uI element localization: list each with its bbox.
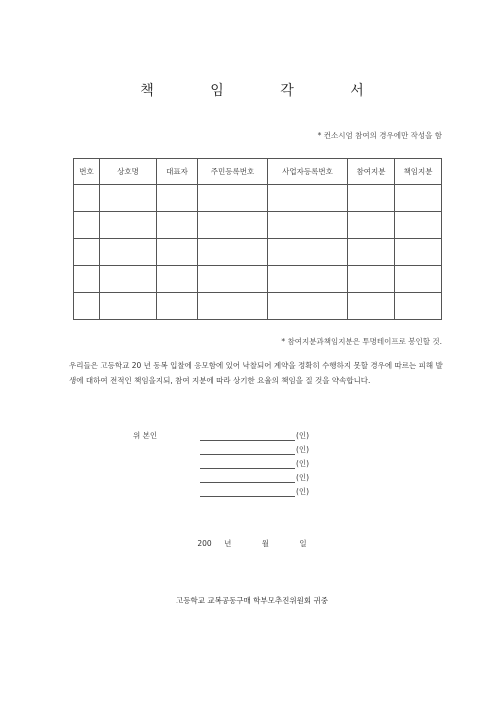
table-cell [268,185,348,212]
header-participation-share: 참여지분 [348,159,395,185]
table-cell [157,266,198,293]
pledge-paragraph: 우리들은 고등학교 20 년 동복 입찰에 응모함에 있어 낙찰되어 계약을 정확히 수행하지 못할 경우에 따르는 피해 발생에 대하여 전적인 책임을지되, 참여 지분에 따라 상기한 요율의 책임을 질 것을 약속합니다. [69,361,443,385]
consortium-note: * 컨소시엄 참여의 경우에만 작성을 함 [317,131,442,140]
seal-note: * 참여지분과책임지분은 투명테이프로 봉인할 것. [281,337,442,346]
seal-mark: (인) [296,487,310,496]
header-business-number: 사업자등록번호 [268,159,348,185]
table-header-row [74,159,442,185]
table-cell [100,266,157,293]
recipient-line: 고등학교 교복공동구매 학부모추진위원회 귀중 [175,596,329,605]
table-cell [198,212,268,239]
signatory-label: 위 본인 [133,431,158,440]
table-cell [74,293,100,320]
header-company-name: 상호명 [100,159,157,185]
table-row [74,239,442,266]
date-year: 200 [197,539,212,548]
seal-mark: (인) [296,459,310,468]
table-row [74,185,442,212]
table-cell [198,266,268,293]
table-cell [157,212,198,239]
date-line [0,538,504,549]
signature-line [200,486,295,497]
signature-line [200,444,295,455]
table-cell [100,293,157,320]
table-cell [157,185,198,212]
table-cell [198,185,268,212]
document-title: 책 임 각 서 [140,83,390,99]
table-cell [100,185,157,212]
date-day-unit: 일 [299,539,307,548]
table-row [74,293,442,320]
table-cell [157,293,198,320]
header-representative: 대표자 [157,159,198,185]
table-cell [74,185,100,212]
date-year-unit: 년 [224,539,232,548]
table-cell [268,266,348,293]
table-cell [348,239,395,266]
table-cell [74,239,100,266]
table-cell [198,293,268,320]
participant-table [73,158,442,320]
table-cell [100,212,157,239]
table-cell [395,212,442,239]
table-cell [268,212,348,239]
table-cell [348,212,395,239]
table-cell [348,266,395,293]
signature-line [200,458,295,469]
table-cell [100,239,157,266]
signature-line [200,472,295,483]
table-row [74,212,442,239]
table-cell [157,239,198,266]
seal-mark: (인) [296,431,310,440]
table-cell [268,239,348,266]
table-cell [395,239,442,266]
signature-line [200,430,295,441]
table-row [74,266,442,293]
seal-mark: (인) [296,445,310,454]
date-month-unit: 월 [261,539,269,548]
table-cell [198,239,268,266]
table-cell [74,266,100,293]
header-responsibility-share: 책임지분 [395,159,442,185]
table-cell [348,293,395,320]
table-cell [348,185,395,212]
header-number: 번호 [74,159,100,185]
seal-mark: (인) [296,473,310,482]
header-resident-number: 주민등록번호 [198,159,268,185]
table-cell [268,293,348,320]
table-cell [395,293,442,320]
table-cell [395,185,442,212]
table-cell [395,266,442,293]
table-cell [74,212,100,239]
